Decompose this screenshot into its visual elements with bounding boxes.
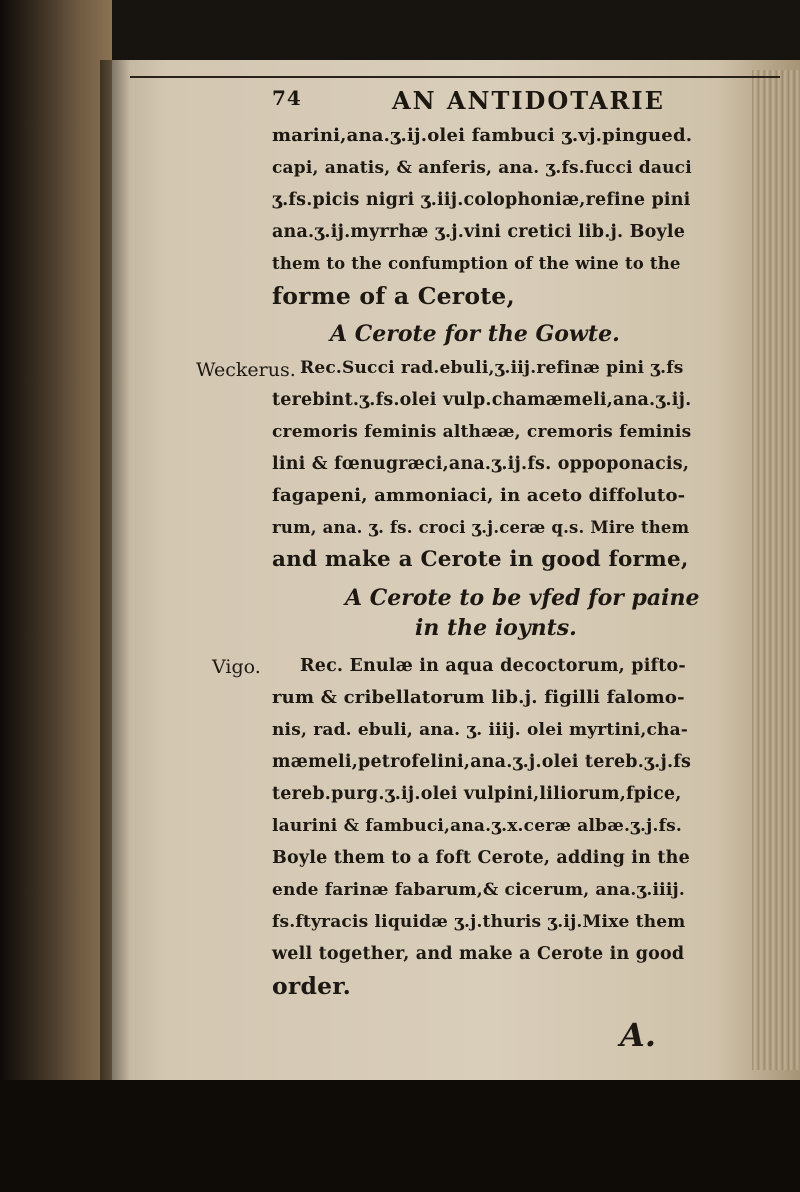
text-line: them to the confumption of the wine to the — [272, 254, 681, 273]
text-line: ende farinæ fabarum,& cicerum, ana.ʒ.iiij. — [272, 880, 685, 900]
text-line: laurini & fambuci,ana.ʒ.x.ceræ albæ.ʒ.j.fs. — [272, 816, 682, 836]
text-line: terebint.ʒ.fs.olei vulp.chamæmeli,ana.ʒ.ij. — [272, 390, 692, 410]
text-line: ʒ.fs.picis nigri ʒ.iij.colophoniæ,refine pini — [272, 190, 691, 210]
text-line: rum, ana. ʒ. fs. croci ʒ.j.ceræ q.s. Mire them — [272, 518, 690, 537]
text-line: lini & fœnugræci,ana.ʒ.ij.fs. oppoponacis, — [272, 454, 690, 474]
text-line: Rec.Succi rad.ebuli,ʒ.iij.refinæ pini ʒ.fs — [300, 358, 684, 378]
page-edges — [752, 70, 800, 1070]
section-heading: A Cerote for the Gowte. — [330, 321, 620, 347]
page-number: 74 — [272, 86, 302, 110]
text-line: marini,ana.ʒ.ij.olei fambuci ʒ.vj.pingued. — [272, 125, 693, 146]
text-line: fs.ftyracis liquidæ ʒ.j.thuris ʒ.ij.Mixe them — [272, 912, 686, 932]
margin-note-weckerus: Weckerus. — [196, 359, 296, 381]
running-title: AN ANTIDOTARIE — [392, 86, 665, 115]
section-heading: in the ioynts. — [415, 615, 577, 641]
text-line: Boyle them to a foft Cerote, adding in the — [272, 848, 690, 868]
margin-note-vigo: Vigo. — [212, 656, 261, 678]
text-line: rum & cribellatorum lib.j. figilli falomo- — [272, 687, 685, 708]
text-line: capi, anatis, & anferis, ana. ʒ.fs.fucci dauci — [272, 158, 692, 178]
text-line: Rec. Enulæ in aqua decoctorum, pifto- — [300, 656, 686, 676]
page-header — [272, 86, 692, 120]
text-line: nis, rad. ebuli, ana. ʒ. iiij. olei myrtini,cha- — [272, 720, 689, 740]
page-gutter — [100, 60, 130, 1080]
text-line: cremoris feminis althææ, cremoris feminis — [272, 422, 692, 442]
facing-page-edge — [0, 0, 112, 1192]
text-line: order. — [272, 972, 352, 1000]
text-line: fagapeni, ammoniaci, in aceto diffoluto- — [272, 485, 686, 506]
text-line: ana.ʒ.ij.myrrhæ ʒ.j.vini cretici lib.j. Boyle — [272, 222, 686, 242]
catchword: A. — [620, 1016, 656, 1054]
top-rule — [130, 76, 780, 78]
section-heading: A Cerote to be vfed for paine — [345, 585, 700, 611]
text-line: well together, and make a Cerote in good — [272, 944, 685, 964]
text-line: tereb.purg.ʒ.ij.olei vulpini,liliorum,fpice, — [272, 784, 682, 804]
text-line: forme of a Cerote, — [272, 282, 515, 310]
text-line: mæmeli,petrofelini,ana.ʒ.j.olei tereb.ʒ.j.fs — [272, 752, 692, 772]
background — [0, 1080, 800, 1192]
text-line: and make a Cerote in good forme, — [272, 547, 689, 572]
